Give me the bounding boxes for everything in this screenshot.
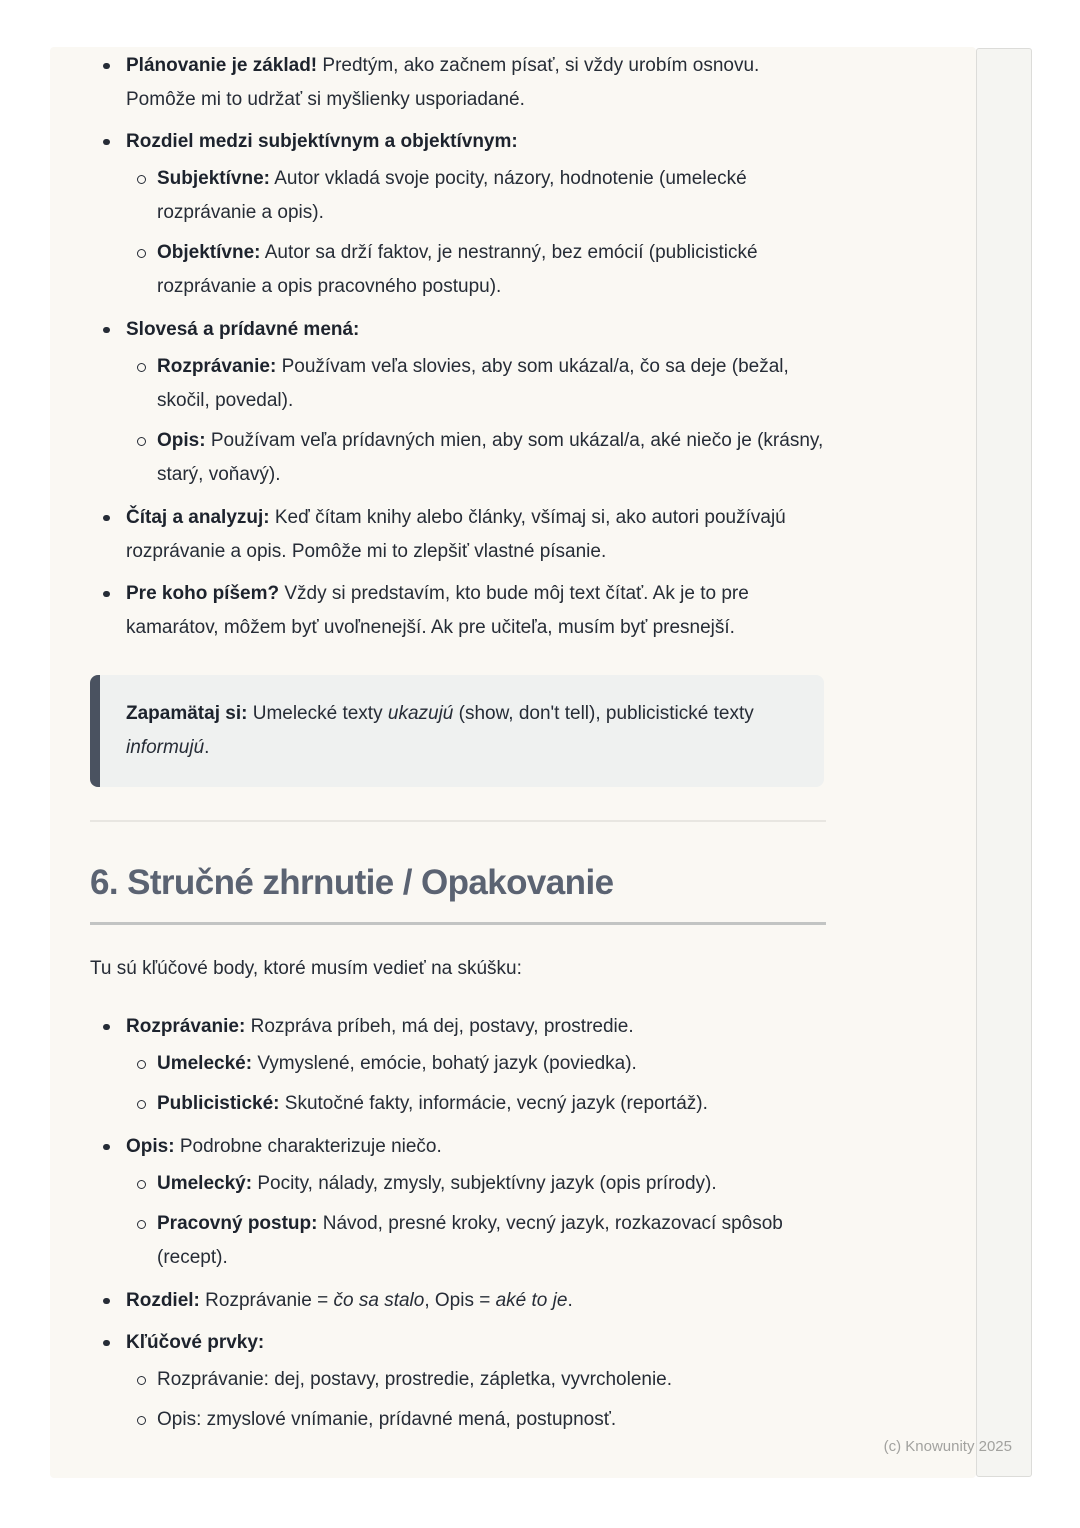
list-item	[126, 1087, 826, 1121]
intro-paragraph: Tu sú kľúčové body, ktoré musím vedieť na skúšku:	[90, 958, 522, 979]
list-item-text	[157, 1167, 826, 1201]
bold-text: Rozprávanie:	[157, 356, 277, 377]
text: Podrobne charakterizuje niečo.	[174, 1136, 442, 1157]
text: Keď čítam knihy alebo články, všímaj si, ako autori používajú rozprávanie a opis. Pomôže mi to zlepšiť vlastné písanie.	[126, 507, 786, 562]
bold-text: Kľúčové prvky:	[126, 1332, 265, 1353]
list-item-text	[157, 1363, 826, 1397]
list-item	[90, 125, 826, 304]
list-item-text	[126, 1130, 826, 1164]
list-item-text	[157, 1403, 826, 1437]
list-item	[126, 1047, 826, 1081]
italic-text: čo sa stalo	[333, 1290, 425, 1311]
text: Rozprávanie: dej, postavy, prostredie, zápletka, vyvrcholenie.	[157, 1369, 673, 1390]
list-item	[126, 1363, 826, 1397]
text: Skutočné fakty, informácie, vecný jazyk (reportáž).	[279, 1093, 708, 1114]
text: Predtým, ako začnem písať, si vždy urobím osnovu. Pomôže mi to udržať si myšlienky usporiadané.	[126, 55, 760, 110]
list-item-text	[126, 501, 826, 569]
text: Autor sa drží faktov, je nestranný, bez emócií (publicistické rozprávanie a opis pracovného postupu).	[157, 242, 758, 297]
text: Návod, presné kroky, vecný jazyk, rozkazovací spôsob (recept).	[157, 1213, 783, 1268]
list-item	[126, 350, 826, 418]
bold-text: Opis:	[157, 430, 206, 451]
bold-text: Čítaj a analyzuj:	[126, 507, 270, 528]
sub-list	[126, 162, 826, 304]
list-item-text	[157, 350, 826, 418]
watermark: (c) Knowunity 2025	[883, 1438, 1012, 1455]
bold-text: Rozprávanie:	[126, 1016, 246, 1037]
italic-text: ukazujú	[387, 703, 454, 724]
text: .	[204, 737, 210, 758]
list-item	[126, 424, 826, 492]
list-item	[126, 236, 826, 304]
text: Rozprávanie =	[199, 1290, 334, 1311]
remember-callout	[90, 675, 824, 787]
bold-text: Opis:	[126, 1136, 175, 1157]
list-item	[90, 313, 826, 492]
summary-list	[90, 1010, 826, 1437]
bold-text: Pre koho píšem?	[126, 583, 280, 604]
list-item-text	[157, 1047, 826, 1081]
document-page	[50, 47, 976, 1478]
callout-text	[126, 697, 794, 765]
list-item	[126, 1403, 826, 1437]
list-item-text	[126, 577, 826, 645]
list-item-text	[157, 236, 826, 304]
bold-text: Slovesá a prídavné mená:	[126, 319, 360, 340]
list-item-text	[126, 49, 826, 117]
list-item	[90, 577, 826, 645]
section-divider	[90, 820, 826, 822]
list-item	[90, 1326, 826, 1437]
list-item-text	[126, 1326, 826, 1360]
page-content	[50, 47, 976, 1437]
text: Rozpráva príbeh, má dej, postavy, prostredie.	[245, 1016, 634, 1037]
list-item-text	[157, 1087, 826, 1121]
bold-text: Objektívne:	[157, 242, 261, 263]
sub-list	[126, 1167, 826, 1275]
bold-text: Subjektívne:	[157, 168, 270, 189]
list-item-text	[126, 313, 826, 347]
bold-text: Zapamätaj si:	[126, 703, 248, 724]
bold-text: Umelecký:	[157, 1173, 253, 1194]
text: .	[567, 1290, 573, 1311]
next-page-edge	[976, 48, 1032, 1477]
text: Používam veľa prídavných mien, aby som ukázal/a, aké niečo je (krásny, starý, voňavý).	[157, 430, 824, 485]
text: Vymyslené, emócie, bohatý jazyk (poviedka).	[252, 1053, 637, 1074]
list-item-text	[157, 162, 826, 230]
list-item	[90, 1010, 826, 1121]
text: (show, don't tell), publicistické texty	[453, 703, 754, 724]
list-item-text	[157, 1207, 826, 1275]
writing-tips-list	[90, 49, 826, 645]
list-item	[90, 1284, 826, 1318]
text: Autor vkladá svoje pocity, názory, hodnotenie (umelecké rozprávanie a opis).	[157, 168, 747, 223]
text: Používam veľa slovies, aby som ukázal/a, čo sa deje (bežal, skočil, povedal).	[157, 356, 789, 411]
sub-list	[126, 350, 826, 492]
list-item	[90, 49, 826, 117]
bold-text: Umelecké:	[157, 1053, 253, 1074]
list-item-text	[157, 424, 826, 492]
text: Vždy si predstavím, kto bude môj text čítať. Ak je to pre kamarátov, môžem byť uvoľnenejší. Ak pre učiteľa, musím byť presnejší.	[126, 583, 749, 638]
bold-text: Publicistické:	[157, 1093, 280, 1114]
italic-text: aké to je	[495, 1290, 568, 1311]
bold-text: Pracovný postup:	[157, 1213, 318, 1234]
bold-text: Rozdiel medzi subjektívnym a objektívnym:	[126, 131, 518, 152]
text: Opis: zmyslové vnímanie, prídavné mená, postupnosť.	[157, 1409, 617, 1430]
list-item-text	[126, 1284, 826, 1318]
text: , Opis =	[424, 1290, 496, 1311]
list-item	[126, 1167, 826, 1201]
list-item	[90, 1130, 826, 1275]
list-item	[126, 1207, 826, 1275]
section-heading: 6. Stručné zhrnutie / Opakovanie	[90, 860, 826, 925]
bold-text: Rozdiel:	[126, 1290, 200, 1311]
list-item-text	[126, 1010, 826, 1044]
list-item	[126, 162, 826, 230]
text: Pocity, nálady, zmysly, subjektívny jazyk (opis prírody).	[252, 1173, 717, 1194]
text: Umelecké texty	[247, 703, 388, 724]
italic-text: informujú	[126, 737, 205, 758]
sub-list	[126, 1047, 826, 1121]
bold-text: Plánovanie je základ!	[126, 55, 318, 76]
list-item-text	[126, 125, 826, 159]
list-item	[90, 501, 826, 569]
sub-list	[126, 1363, 826, 1437]
